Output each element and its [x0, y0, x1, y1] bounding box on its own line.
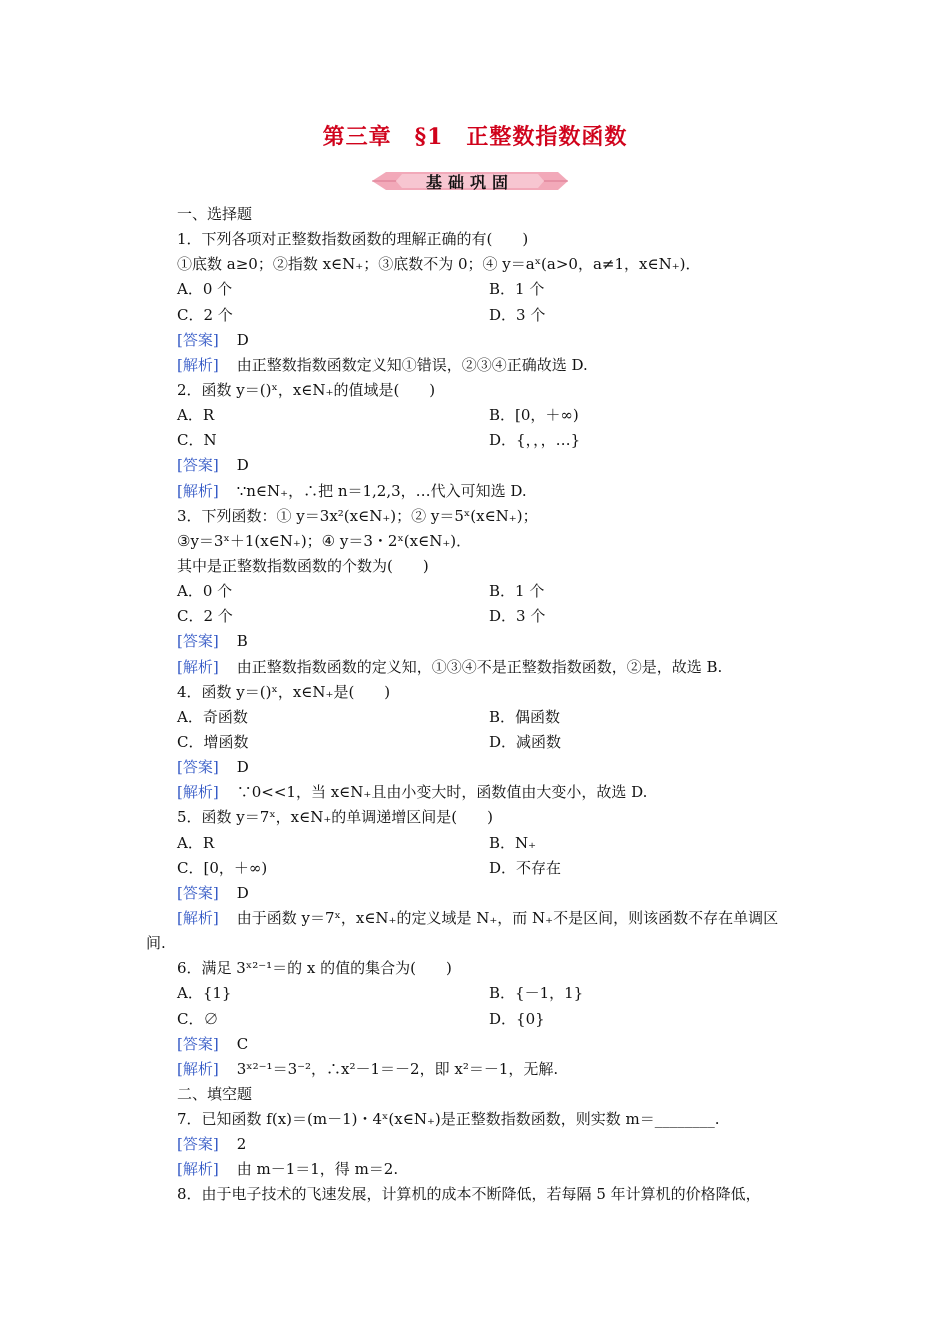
option-right: B．{－1，1} [489, 984, 584, 1003]
analysis-tag: [解析] [177, 481, 219, 500]
analysis-tag: [解析] [177, 1059, 219, 1078]
analysis-line [0, 479, 950, 504]
option-right: D．减函数 [489, 732, 562, 751]
option-row [0, 1007, 950, 1032]
question-list [0, 202, 950, 1208]
analysis-line [0, 1157, 950, 1182]
answer-tag: [答案] [177, 456, 219, 475]
text-line: 二、填空题 [177, 1084, 253, 1103]
option-row [0, 981, 950, 1006]
answer-text: B [236, 632, 248, 651]
option-right: B．N₊ [489, 833, 537, 852]
option-row [0, 579, 950, 604]
option-left: C．N [177, 431, 217, 450]
option-left: C．增函数 [177, 732, 249, 751]
analysis-text: ∵n∈N₊，∴把 n＝1,2,3，…代入可知选 D. [236, 481, 527, 500]
option-left: A．0 个 [177, 280, 233, 299]
option-left: A．0 个 [177, 582, 233, 601]
answer-line [0, 1132, 950, 1157]
option-row [0, 705, 950, 730]
analysis-tag: [解析] [177, 908, 219, 927]
option-right: B．[0，＋∞) [489, 406, 579, 425]
answer-text: 2 [236, 1135, 247, 1154]
option-right: D．不存在 [489, 858, 562, 877]
answer-line [0, 1032, 950, 1057]
answer-text: C [236, 1034, 249, 1053]
answer-tag: [答案] [177, 758, 219, 777]
option-left: A．奇函数 [177, 707, 248, 726]
text-line-continuation: 间. [146, 934, 166, 953]
analysis-tag: [解析] [177, 1160, 219, 1179]
option-row [0, 303, 950, 328]
analysis-text: 由正整数指数函数定义知①错误，②③④正确故选 D. [236, 355, 588, 374]
analysis-line [0, 655, 950, 680]
analysis-text: 由 m－1＝1，得 m＝2. [236, 1160, 399, 1179]
option-left: C．2 个 [177, 305, 233, 324]
option-left: C．2 个 [177, 607, 233, 626]
text-line: ③y＝3ˣ＋1(x∈N₊)；④ y＝3・2ˣ(x∈N₊)． [177, 531, 472, 550]
text-line: 8．由于电子技术的飞速发展，计算机的成本不断降低，若每隔 5 年计算机的价格降低， [177, 1185, 761, 1204]
answer-tag: [答案] [177, 632, 219, 651]
analysis-line [0, 906, 950, 931]
text-line: 4．函数 y＝()ˣ，x∈N₊是( ) [177, 682, 391, 701]
analysis-text: ∵0<<1，当 x∈N₊且由小变大时，函数值由大变小，故选 D. [236, 783, 648, 802]
analysis-text: 由于函数 y＝7ˣ，x∈N₊的定义域是 N₊，而 N₊不是区间，则该函数不存在单调区 [236, 908, 779, 927]
answer-tag: [答案] [177, 330, 219, 349]
answer-tag: [答案] [177, 1034, 219, 1053]
section-banner [372, 169, 568, 193]
analysis-tag: [解析] [177, 355, 219, 374]
option-right: B．偶函数 [489, 707, 561, 726]
text-line: 6．满足 3ˣ²⁻¹＝的 x 的值的集合为( ) [177, 959, 452, 978]
analysis-line [0, 353, 950, 378]
analysis-text: 3ˣ²⁻¹＝3⁻²，∴x²－1＝－2，即 x²＝－1，无解. [236, 1059, 559, 1078]
option-row [0, 730, 950, 755]
answer-line [0, 755, 950, 780]
text-line: 3．下列函数：① y＝3x²(x∈N₊)；② y＝5ˣ(x∈N₊)； [177, 506, 538, 525]
option-right: D．{0} [489, 1009, 545, 1028]
option-row [0, 856, 950, 881]
option-left: C．[0，＋∞) [177, 858, 268, 877]
answer-text: D [236, 330, 249, 349]
page-title: 第三章 §1 正整数指数函数 [322, 124, 628, 150]
text-line: 7．已知函数 f(x)＝(m－1)・4ˣ(x∈N₊)是正整数指数函数，则实数 m＝________. [177, 1110, 720, 1129]
answer-tag: [答案] [177, 883, 219, 902]
answer-text: D [236, 883, 249, 902]
option-left: A．{1} [177, 984, 232, 1003]
option-left: C．∅ [177, 1009, 219, 1028]
analysis-line [0, 1057, 950, 1082]
analysis-line [0, 780, 950, 805]
text-line: 一、选择题 [177, 205, 253, 223]
answer-line [0, 328, 950, 353]
option-right: D．3 个 [489, 305, 546, 324]
option-row [0, 403, 950, 428]
option-right: B．1 个 [489, 280, 545, 299]
banner-label: 基础巩固 [425, 173, 514, 192]
answer-text: D [236, 758, 249, 777]
option-row [0, 604, 950, 629]
option-row [0, 831, 950, 856]
text-line: 2．函数 y＝()ˣ，x∈N₊的值域是( ) [177, 380, 436, 399]
answer-line [0, 881, 950, 906]
answer-line [0, 453, 950, 478]
answer-tag: [答案] [177, 1135, 219, 1154]
text-line: 1．下列各项对正整数指数函数的理解正确的有( ) [177, 230, 529, 249]
option-right: B．1 个 [489, 582, 545, 601]
text-line: 其中是正整数指数函数的个数为( ) [177, 556, 429, 575]
option-right: D．{，，，…} [489, 431, 581, 450]
option-left: A．R [177, 406, 215, 425]
option-left: A．R [177, 833, 215, 852]
answer-line [0, 629, 950, 654]
text-line: ①底数 a≥0；②指数 x∈N₊；③底数不为 0；④ y＝aˣ(a>0，a≠1，x∈N₊)． [177, 255, 701, 274]
analysis-text: 由正整数指数函数的定义知，①③④不是正整数指数函数，②是，故选 B. [236, 657, 723, 676]
option-right: D．3 个 [489, 607, 546, 626]
analysis-tag: [解析] [177, 783, 219, 802]
text-line: 5．函数 y＝7ˣ，x∈N₊的单调递增区间是( ) [177, 808, 493, 827]
answer-text: D [236, 456, 249, 475]
analysis-tag: [解析] [177, 657, 219, 676]
option-row [0, 428, 950, 453]
option-row [0, 277, 950, 302]
